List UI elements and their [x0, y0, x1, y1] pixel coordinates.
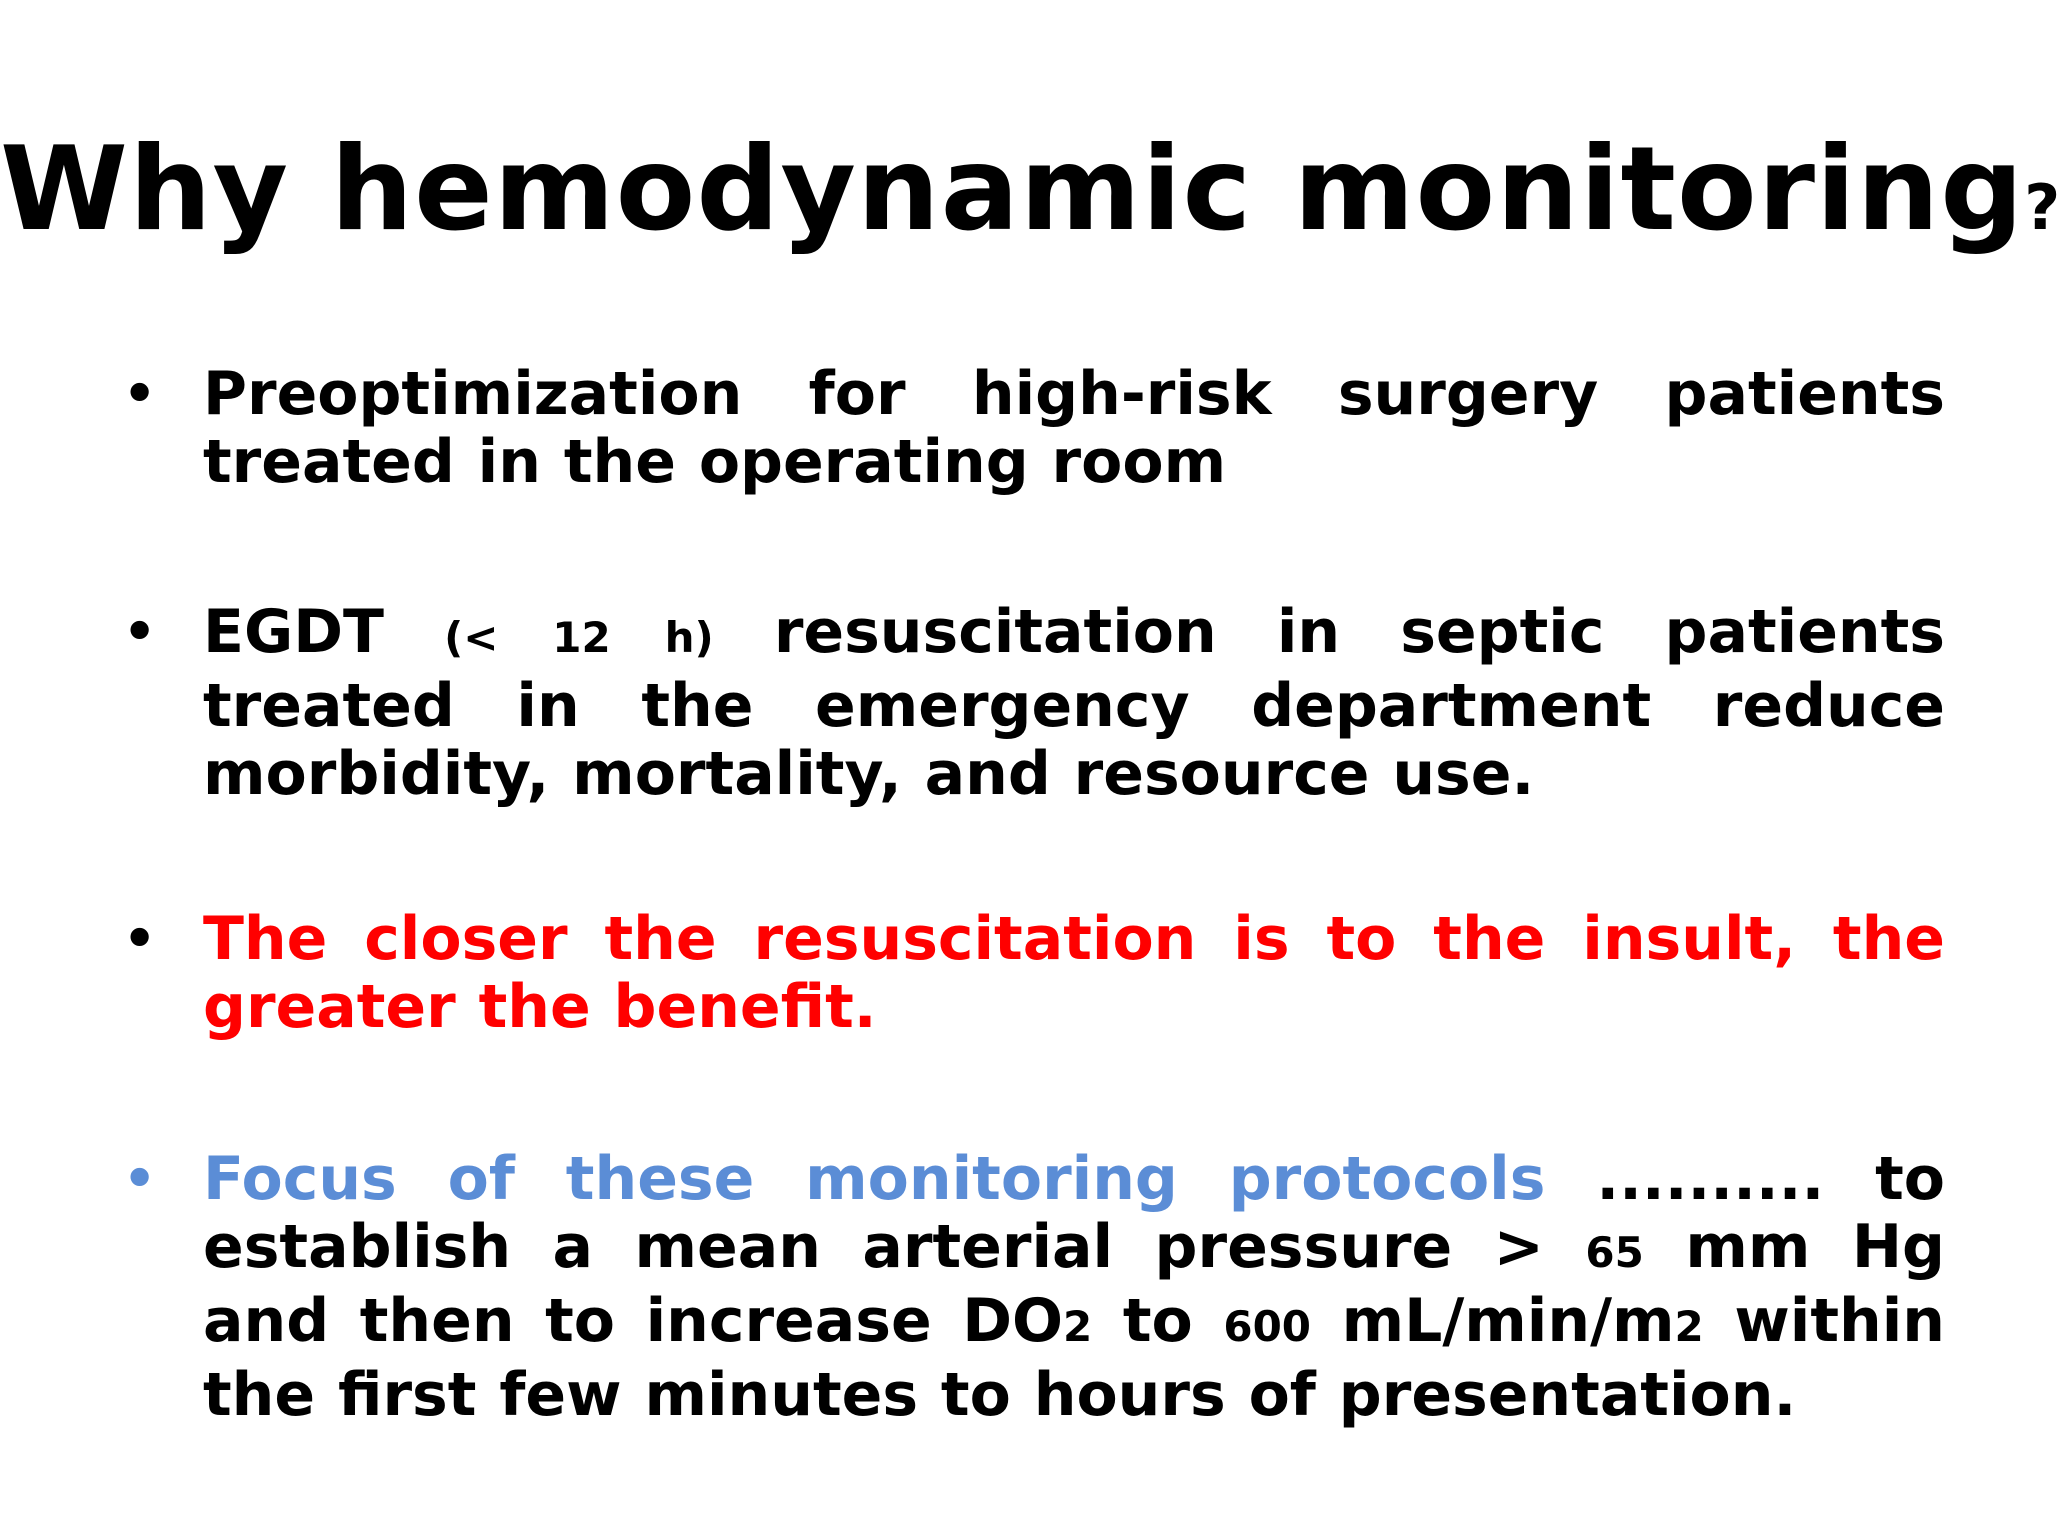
bullet-item-preoptimization: [115, 360, 1945, 496]
bullet-dot: •: [123, 602, 157, 662]
focus-text-part: to: [1092, 1286, 1224, 1356]
bullet-item-focus: [115, 1145, 1945, 1429]
title-question-mark: ?: [2024, 171, 2061, 244]
bullet-dot: •: [123, 1149, 157, 1209]
m2-exponent: 2: [1674, 1302, 1704, 1351]
bullet-text: [203, 598, 1945, 808]
bullet-text: Preoptimization for high-risk surgery patients treated in the operating room: [203, 359, 1945, 497]
focus-text-part: within the first few minutes to hours of presentation.: [203, 1286, 1945, 1430]
do2-subscript: 2: [1063, 1302, 1093, 1351]
bullet-item-closer-resuscitation: [115, 905, 1945, 1041]
egdt-rest: resuscitation in septic patients treated in the emergency department reduce morbidity, mortality, and resource use.: [203, 597, 1945, 809]
focus-text-part: mm Hg and then to increase DO: [203, 1212, 1945, 1356]
egdt-timeframe: (< 12 h): [444, 613, 714, 662]
bullet-text-highlight: The closer the resuscitation is to the insult, the greater the benefit.: [203, 904, 1945, 1042]
bullet-text: [203, 1145, 1945, 1429]
bullet-item-egdt: [115, 598, 1945, 808]
bullet-dot: •: [123, 364, 157, 424]
pressure-value: 65: [1585, 1228, 1644, 1277]
focus-phrase: Focus of these monitoring protocols: [203, 1144, 1546, 1214]
slide-title: [0, 120, 2061, 278]
focus-text-part: mL/min/m: [1311, 1286, 1675, 1356]
egdt-lead: EGDT: [203, 597, 445, 667]
focus-text-part: .......... to establish a mean arterial pressure >: [203, 1144, 1945, 1282]
title-main: Why hemodynamic monitoring: [0, 122, 2025, 257]
bullet-dot: •: [123, 909, 157, 969]
do2-target-value: 600: [1223, 1302, 1312, 1351]
